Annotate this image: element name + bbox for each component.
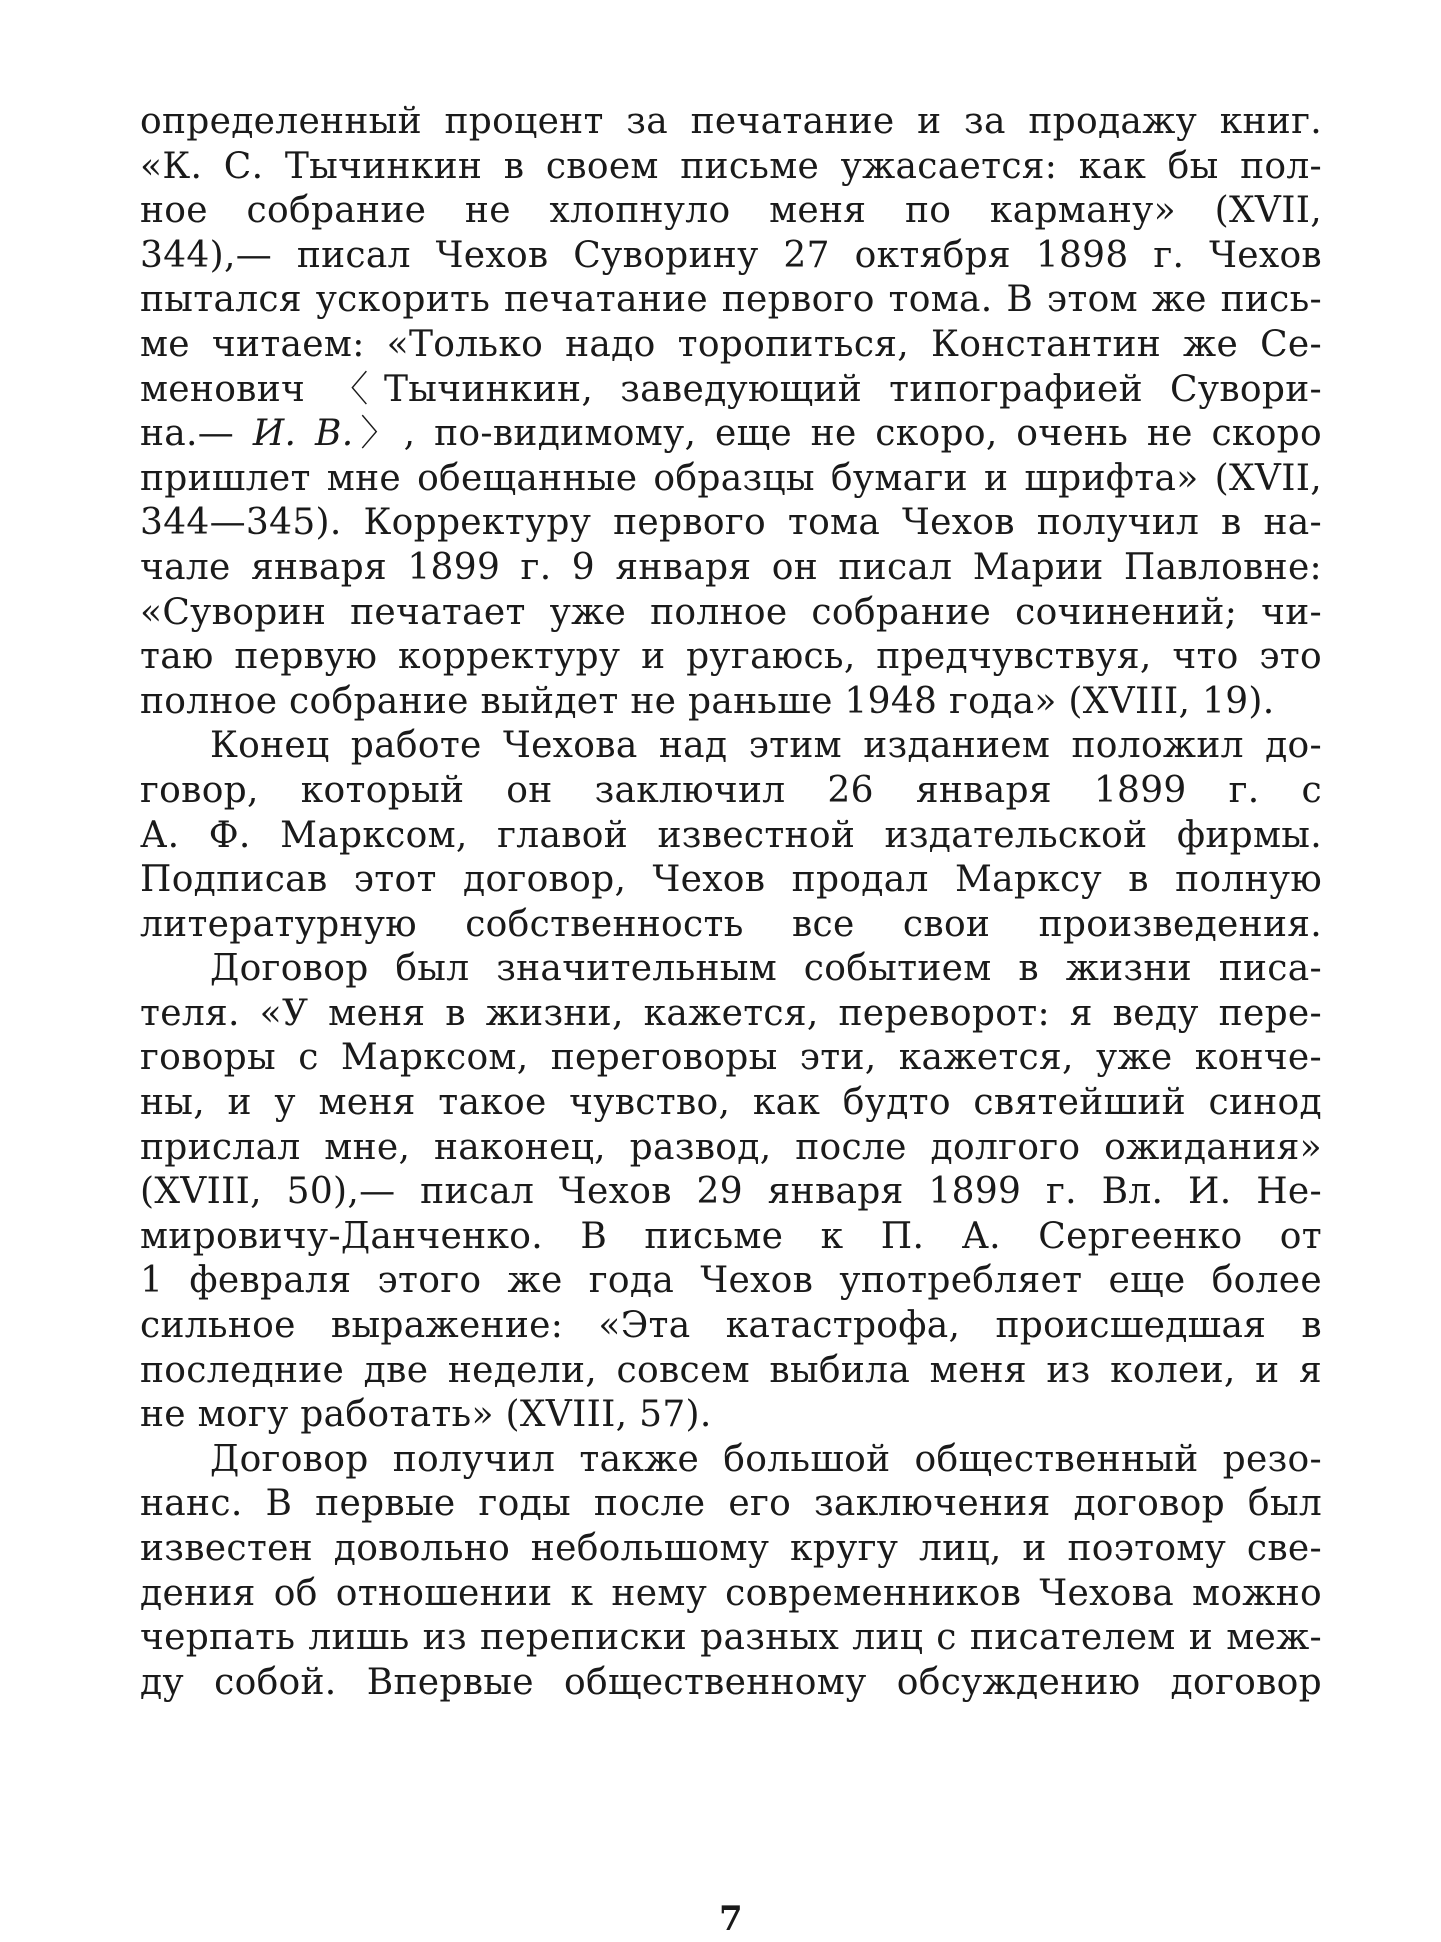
editor-initials: И. В. — [252, 413, 354, 455]
text-line: ное собрание не хлопнуло меня по карману» (XVII, — [140, 190, 1322, 232]
text-line: ме читаем: «Только надо торопиться, Константин же Се- — [140, 323, 1322, 365]
text-line: Подписав этот договор, Чехов продал Марксу в полную — [140, 859, 1322, 901]
text-line: нанс. В первые годы после его заключения договор был — [140, 1483, 1322, 1525]
text-line: теля. «У меня в жизни, кажется, переворот: я веду пере- — [140, 992, 1322, 1034]
text-line: литературную собственность все свои произведения. — [140, 903, 1322, 945]
text-line: менович 〈Тычинкин, заведующий типографией Сувори- — [140, 368, 1322, 410]
page-body-text — [140, 100, 1322, 1705]
text-line: на.— И. В.〉, по-видимому, еще не скоро, очень не скоро — [140, 413, 1322, 455]
text-line: А. Ф. Марксом, главой известной издательской фирмы. — [140, 814, 1322, 856]
text-line: таю первую корректуру и ругаюсь, предчувствуя, что это — [140, 636, 1322, 678]
text-line: полное собрание выйдет не раньше 1948 года» (XVIII, 19). — [140, 680, 1275, 722]
paragraph — [140, 100, 1322, 724]
text-line: говор, который он заключил 26 января 1899 г. с — [140, 769, 1322, 811]
paragraph — [140, 1438, 1322, 1706]
text-line: «К. С. Тычинкин в своем письме ужасается: как бы пол- — [140, 145, 1322, 187]
text-line: 344),— писал Чехов Суворину 27 октября 1898 г. Чехов — [140, 234, 1322, 276]
text-line: сильное выражение: «Эта катастрофа, происшедшая в — [140, 1305, 1322, 1347]
text-line: ду собой. Впервые общественному обсуждению договор — [140, 1661, 1322, 1703]
paragraph — [140, 724, 1322, 947]
text-line: определенный процент за печатание и за продажу книг. — [140, 101, 1322, 142]
text-line: пытался ускорить печатание первого тома. В этом же пись- — [140, 279, 1322, 321]
text-line: 1 февраля этого же года Чехов употребляет еще более — [140, 1260, 1322, 1302]
text-line: мировичу-Данченко. В письме к П. А. Сергеенко от — [140, 1215, 1322, 1257]
book-page — [140, 100, 1322, 1939]
text-line: известен довольно небольшому кругу лиц, и поэтому све- — [140, 1528, 1322, 1569]
text-line: Договор был значительным событием в жизни писа- — [210, 948, 1322, 990]
text-line: последние две недели, совсем выбила меня из колеи, и я — [140, 1349, 1322, 1391]
text-line: говоры с Марксом, переговоры эти, кажется, уже конче- — [140, 1037, 1322, 1079]
text-line: черпать лишь из переписки разных лиц с писателем и меж- — [140, 1617, 1322, 1659]
text-line: 344—345). Корректуру первого тома Чехов получил в на- — [140, 502, 1322, 544]
text-line: чале января 1899 г. 9 января он писал Марии Павловне: — [140, 546, 1322, 588]
text-line: не могу работать» (XVIII, 57). — [140, 1394, 712, 1436]
paragraph — [140, 947, 1322, 1438]
text-line: Конец работе Чехова над этим изданием положил до- — [210, 725, 1322, 767]
text-line: (XVIII, 50),— писал Чехов 29 января 1899 г. Вл. И. Не- — [140, 1171, 1322, 1213]
text-line: ны, и у меня такое чувство, как будто святейший синод — [140, 1082, 1322, 1124]
text-line: пришлет мне обещанные образцы бумаги и шрифта» (XVII, — [140, 457, 1322, 499]
text-line: «Суворин печатает уже полное собрание сочинений; чи- — [140, 591, 1322, 633]
text-line: прислал мне, наконец, развод, после долгого ожидания» — [140, 1126, 1322, 1168]
text-line: дения об отношении к нему современников Чехова можно — [140, 1572, 1322, 1614]
page-number: 7 — [719, 1899, 743, 1939]
text-line: Договор получил также большой общественный резо- — [210, 1438, 1322, 1480]
